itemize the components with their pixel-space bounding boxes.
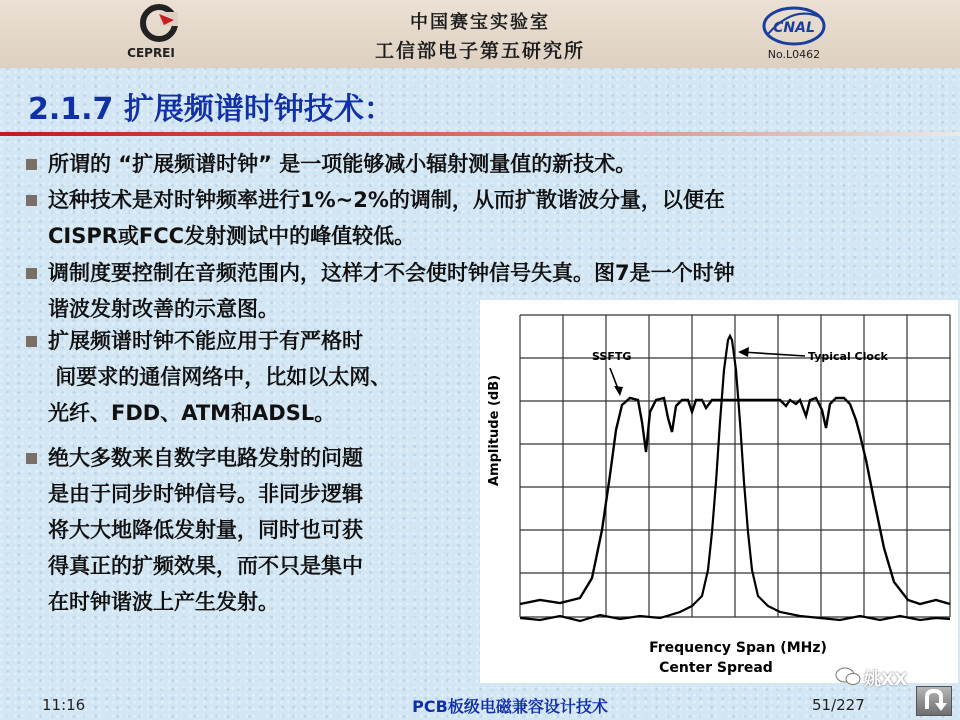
ssftg-label: SSFTG <box>592 350 632 363</box>
bullet-text-line: 扩展频谱时钟不能应用于有严格时 <box>48 329 363 353</box>
footer-title: PCB板级电磁兼容设计技术 <box>412 697 608 716</box>
typical-clock-arrow-head-icon <box>738 347 749 357</box>
bullet-text-line: 谐波发射改善的示意图。 <box>48 297 279 321</box>
bullet-text-line: 这种技术是对时钟频率进行1%~2%的调制，从而扩散谐波分量，以便在 <box>48 188 725 212</box>
bullet-item <box>48 323 391 431</box>
footer <box>0 682 960 720</box>
figure-7-spectrum <box>480 300 958 683</box>
bullet-text-line: 将大大地降低发射量，同时也可获 <box>48 518 363 542</box>
bullet-item <box>48 146 636 182</box>
ceprei-logo-text: CEPREI <box>127 46 175 60</box>
bullet-square-icon <box>26 195 37 206</box>
bullet-text-line: 在时钟谐波上产生发射。 <box>48 590 279 614</box>
bullet-text-line: 得真正的扩频效果，而不只是集中 <box>48 554 363 578</box>
x-axis-sublabel: Center Spread <box>659 660 773 676</box>
bullet-square-icon <box>26 453 37 464</box>
spectrum-plot <box>480 300 958 683</box>
bullet-text-line: CISPR或FCC发射测试中的峰值较低。 <box>48 224 416 248</box>
bullet-text-line: 光纤、FDD、ATM和ADSL。 <box>48 401 336 425</box>
institute-name-line1: 中国赛宝实验室 <box>410 12 550 33</box>
institute-name-line2: 工信部电子第五研究所 <box>374 40 585 62</box>
bullet-square-icon <box>26 159 37 170</box>
footer-time: 11:16 <box>42 696 86 714</box>
bullet-text-line: 是由于同步时钟信号。非同步逻辑 <box>48 482 363 506</box>
typical-clock-label: Typical Clock <box>808 350 888 363</box>
cnal-logo-text: CNAL <box>773 20 815 36</box>
bullet-text-line: 绝大多数来自数字电路发射的问题 <box>48 446 363 470</box>
cnal-code: No.L0462 <box>767 48 821 61</box>
wechat-watermark <box>834 665 914 689</box>
y-axis-label: Amplitude (dB) <box>487 374 502 486</box>
return-u-turn-icon <box>917 687 951 715</box>
bullet-square-icon <box>26 336 37 347</box>
ssftg-arrow-head-icon <box>614 386 623 396</box>
x-axis-label: Frequency Span (MHz) <box>649 640 827 656</box>
return-button[interactable] <box>916 686 952 716</box>
slide-title: 2.1.7 扩展频谱时钟技术： <box>28 92 394 127</box>
footer-page-number: 51/227 <box>812 696 865 714</box>
bullet-text-line: 所谓的 “扩展频谱时钟” 是一项能够减小辐射测量值的新技术。 <box>48 152 637 176</box>
bullet-item <box>48 182 725 254</box>
bullet-item <box>48 440 363 620</box>
wechat-icon <box>834 665 862 687</box>
bullet-text-line: 调制度要控制在音频范围内，这样才不会使时钟信号失真。图7是一个时钟 <box>48 261 735 285</box>
watermark-text: 姚XX <box>864 670 908 690</box>
typical-clock-arrow <box>742 352 805 356</box>
bullet-text-line: 间要求的通信网络中，比如以太网、 <box>48 365 392 389</box>
bullet-square-icon <box>26 268 37 279</box>
